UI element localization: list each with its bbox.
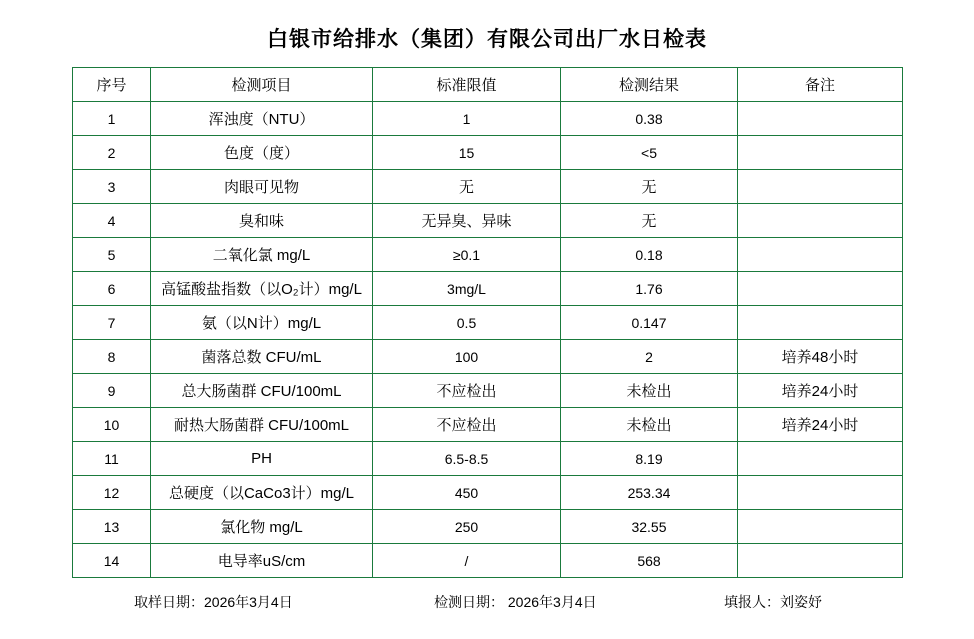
report-table-container <box>0 67 974 578</box>
table-row <box>73 238 903 272</box>
cell-index: 5 <box>73 238 151 272</box>
cell-result: 未检出 <box>561 408 738 442</box>
filled-by: 填报人：刘姿妤 <box>724 594 822 610</box>
cell-result: 253.34 <box>561 476 738 510</box>
cell-index: 10 <box>73 408 151 442</box>
cell-index: 13 <box>73 510 151 544</box>
table-row <box>73 476 903 510</box>
cell-item: 总大肠菌群 CFU/100mL <box>151 374 373 408</box>
cell-limit: 1 <box>373 102 561 136</box>
cell-result: <5 <box>561 136 738 170</box>
cell-item: 氯化物 mg/L <box>151 510 373 544</box>
cell-remark: 培养24小时 <box>738 374 903 408</box>
table-row <box>73 544 903 578</box>
cell-item: 电导率uS/cm <box>151 544 373 578</box>
cell-limit: 15 <box>373 136 561 170</box>
cell-item: 臭和味 <box>151 204 373 238</box>
cell-remark <box>738 272 903 306</box>
table-row <box>73 272 903 306</box>
sample-date: 取样日期：2026年3月4日 <box>134 594 293 610</box>
cell-limit: 6.5-8.5 <box>373 442 561 476</box>
cell-index: 11 <box>73 442 151 476</box>
table-header-row <box>73 68 903 102</box>
cell-remark <box>738 238 903 272</box>
column-header-limit: 标准限值 <box>373 68 561 102</box>
table-row <box>73 102 903 136</box>
table-row <box>73 306 903 340</box>
column-header-item: 检测项目 <box>151 68 373 102</box>
cell-limit: 100 <box>373 340 561 374</box>
cell-item: 菌落总数 CFU/mL <box>151 340 373 374</box>
cell-limit: / <box>373 544 561 578</box>
cell-result: 无 <box>561 170 738 204</box>
cell-item: 色度（度） <box>151 136 373 170</box>
cell-index: 8 <box>73 340 151 374</box>
table-row <box>73 340 903 374</box>
cell-index: 14 <box>73 544 151 578</box>
table-row <box>73 374 903 408</box>
cell-index: 7 <box>73 306 151 340</box>
cell-item: 氨（以N计）mg/L <box>151 306 373 340</box>
cell-remark <box>738 306 903 340</box>
table-row <box>73 136 903 170</box>
cell-limit: 450 <box>373 476 561 510</box>
table-row <box>73 170 903 204</box>
cell-result: 无 <box>561 204 738 238</box>
cell-remark <box>738 476 903 510</box>
cell-remark <box>738 204 903 238</box>
cell-index: 3 <box>73 170 151 204</box>
table-row <box>73 408 903 442</box>
cell-result: 0.38 <box>561 102 738 136</box>
table-row <box>73 204 903 238</box>
cell-result: 568 <box>561 544 738 578</box>
cell-index: 6 <box>73 272 151 306</box>
cell-remark: 培养48小时 <box>738 340 903 374</box>
cell-result: 32.55 <box>561 510 738 544</box>
cell-result: 8.19 <box>561 442 738 476</box>
cell-item: 总硬度（以CaCo3计）mg/L <box>151 476 373 510</box>
cell-remark: 培养24小时 <box>738 408 903 442</box>
cell-index: 1 <box>73 102 151 136</box>
cell-limit: 无异臭、异味 <box>373 204 561 238</box>
cell-item: 二氧化氯 mg/L <box>151 238 373 272</box>
cell-limit: ≥0.1 <box>373 238 561 272</box>
cell-remark <box>738 170 903 204</box>
footer-row <box>0 578 974 612</box>
cell-remark <box>738 136 903 170</box>
cell-remark <box>738 102 903 136</box>
cell-item: 耐热大肠菌群 CFU/100mL <box>151 408 373 442</box>
table-body <box>73 102 903 578</box>
cell-item: 浑浊度（NTU） <box>151 102 373 136</box>
cell-result: 0.18 <box>561 238 738 272</box>
page-title: 白银市给排水（集团）有限公司出厂水日检表 <box>267 27 707 51</box>
column-header-index: 序号 <box>73 68 151 102</box>
column-header-result: 检测结果 <box>561 68 738 102</box>
cell-item: 肉眼可见物 <box>151 170 373 204</box>
table-row <box>73 510 903 544</box>
cell-result: 2 <box>561 340 738 374</box>
cell-limit: 不应检出 <box>373 408 561 442</box>
cell-limit: 250 <box>373 510 561 544</box>
cell-limit: 不应检出 <box>373 374 561 408</box>
cell-index: 4 <box>73 204 151 238</box>
cell-item: PH <box>151 442 373 476</box>
water-quality-table <box>72 67 903 578</box>
cell-limit: 0.5 <box>373 306 561 340</box>
cell-result: 未检出 <box>561 374 738 408</box>
column-header-remark: 备注 <box>738 68 903 102</box>
cell-item: 高锰酸盐指数（以O₂计）mg/L <box>151 272 373 306</box>
table-row <box>73 442 903 476</box>
cell-result: 0.147 <box>561 306 738 340</box>
test-date: 检测日期： 2026年3月4日 <box>434 594 597 610</box>
cell-index: 12 <box>73 476 151 510</box>
cell-limit: 3mg/L <box>373 272 561 306</box>
cell-result: 1.76 <box>561 272 738 306</box>
cell-index: 2 <box>73 136 151 170</box>
cell-index: 9 <box>73 374 151 408</box>
cell-remark <box>738 442 903 476</box>
cell-remark <box>738 544 903 578</box>
cell-limit: 无 <box>373 170 561 204</box>
cell-remark <box>738 510 903 544</box>
